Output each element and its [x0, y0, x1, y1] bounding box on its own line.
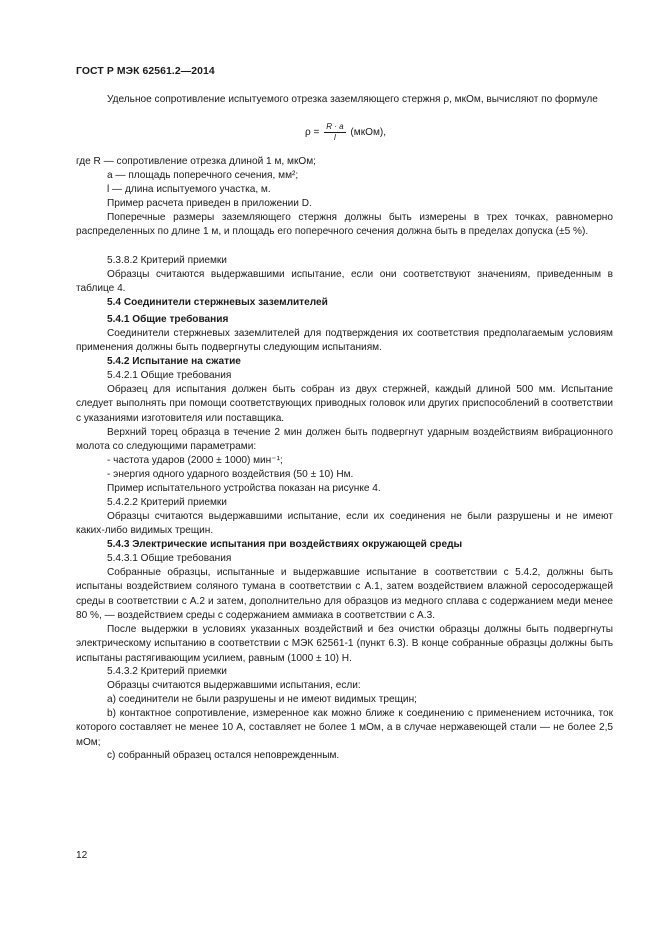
parameter-frequency: - частота ударов (2000 ± 1000) мин⁻¹; — [107, 455, 283, 466]
formula-lhs: ρ = — [305, 127, 320, 139]
document-header: ГОСТ Р МЭК 62561.2—2014 — [76, 66, 215, 77]
section-5-4-2-1: 5.4.2.1 Общие требования — [107, 370, 232, 381]
section-5-4-heading: 5.4 Соединители стержневых заземлителей — [107, 297, 328, 308]
section-5-4-1-heading: 5.4.1 Общие требования — [107, 314, 229, 325]
parameter-energy: - энергия одного ударного воздействия (50 ± 10) Нм. — [107, 469, 354, 480]
list-item-c: c) собранный образец остался неповрежденным. — [107, 750, 340, 761]
list-item-b: b) контактное сопротивление, измеренное как можно ближе к соединению с применением источника, ток которого составляет не менее 10 А, составляет не более 1 мОм, а в случае нержавеющей стали — не более 2,5 мОм; — [76, 708, 613, 748]
section-5-4-2-heading: 5.4.2 Испытание на сжатие — [107, 356, 241, 367]
paragraph-5-4-1: Соединители стержневых заземлителей для подтверждения их соответствия предполагаемым условиям применения должны быть подвергнуты следующим испытаниям. — [76, 328, 613, 354]
figure-reference: Пример испытательного устройства показан на рисунке 4. — [107, 483, 381, 494]
formula-numerator: R · a — [326, 122, 344, 131]
where-line-3: l — длина испытуемого участка, м. — [107, 184, 271, 195]
paragraph-5-4-3-1-b: После выдержки в условиях указанных воздействий и без очистки образцы должны быть подвергнуты электрическому испытанию в соответствии с МЭК 62561-1 (пункт 6.3). В конце собранные образцы должны быть испытаны растягивающим усилием, равным (1000 ± 10) Н. — [76, 624, 613, 664]
formula-fraction — [324, 122, 345, 143]
formula-unit: (мкОм), — [350, 127, 387, 139]
paragraph-5-4-2-1: Образец для испытания должен быть собран из двух стержней, каждый длиной 500 мм. Испытание следует выполнять при помощи соответствующих приводных головок или других приспособлений в соответствии с указаниями изготовителя или поставщика. — [76, 384, 613, 424]
formula-denominator: l — [334, 133, 336, 142]
paragraph-5-4-2-2: Образцы считаются выдержавшими испытание, если их соединения не были разрушены и не имеют каких-либо видимых трещин. — [76, 511, 613, 537]
section-5-4-3-heading: 5.4.3 Электрические испытания при воздействиях окружающей среды — [107, 539, 463, 550]
where-line-1: где R — сопротивление отрезка длиной 1 м, мкОм; — [76, 156, 316, 167]
paragraph-vibration-hammer: Верхний торец образца в течение 2 мин должен быть подвергнут ударным воздействиям вибрационного молота со следующими параметрами: — [76, 427, 613, 453]
paragraph-resistivity: Удельное сопротивление испытуемого отрезка заземляющего стержня ρ, мкОм, вычисляют по формуле — [107, 94, 598, 105]
list-item-a: a) соединители не были разрушены и не имеют видимых трещин; — [107, 694, 417, 705]
paragraph-5-4-3-2: Образцы считаются выдержавшими испытания, если: — [107, 680, 361, 691]
formula-resistivity — [305, 122, 386, 148]
paragraph-acceptance-table: Образцы считаются выдержавшими испытание, если они соответствуют значениям, приведенным в таблице 4. — [76, 269, 613, 295]
section-5-3-8-2: 5.3.8.2 Критерий приемки — [107, 255, 227, 266]
where-line-2: a — площадь поперечного сечения, мм²; — [107, 170, 299, 181]
example-reference: Пример расчета приведен в приложении D. — [107, 198, 312, 209]
section-5-4-2-2: 5.4.2.2 Критерий приемки — [107, 497, 227, 508]
paragraph-cross-section: Поперечные размеры заземляющего стержня должны быть измерены в трех точках, равномерно распределенных по длине 1 м, и площадь его поперечного сечения должна быть в пределах допуска (±5 %). — [76, 212, 613, 238]
section-5-4-3-1: 5.4.3.1 Общие требования — [107, 553, 232, 564]
paragraph-5-4-3-1-a: Собранные образцы, испытанные и выдержавшие испытание в соответствии с 5.4.2, должны быть испытаны воздействием соляного тумана в соответствии с А.1, затем воздействием влажной серосодержащей среды в соответствии с А.2 и затем, дополнительно для образцов из медного сплава с содержанием меди менее 80 %, — воздействием среды с содержанием аммиака в соответствии с А.3. — [76, 567, 613, 621]
section-5-4-3-2: 5.4.3.2 Критерий приемки — [107, 666, 227, 677]
page-number: 12 — [76, 850, 88, 861]
